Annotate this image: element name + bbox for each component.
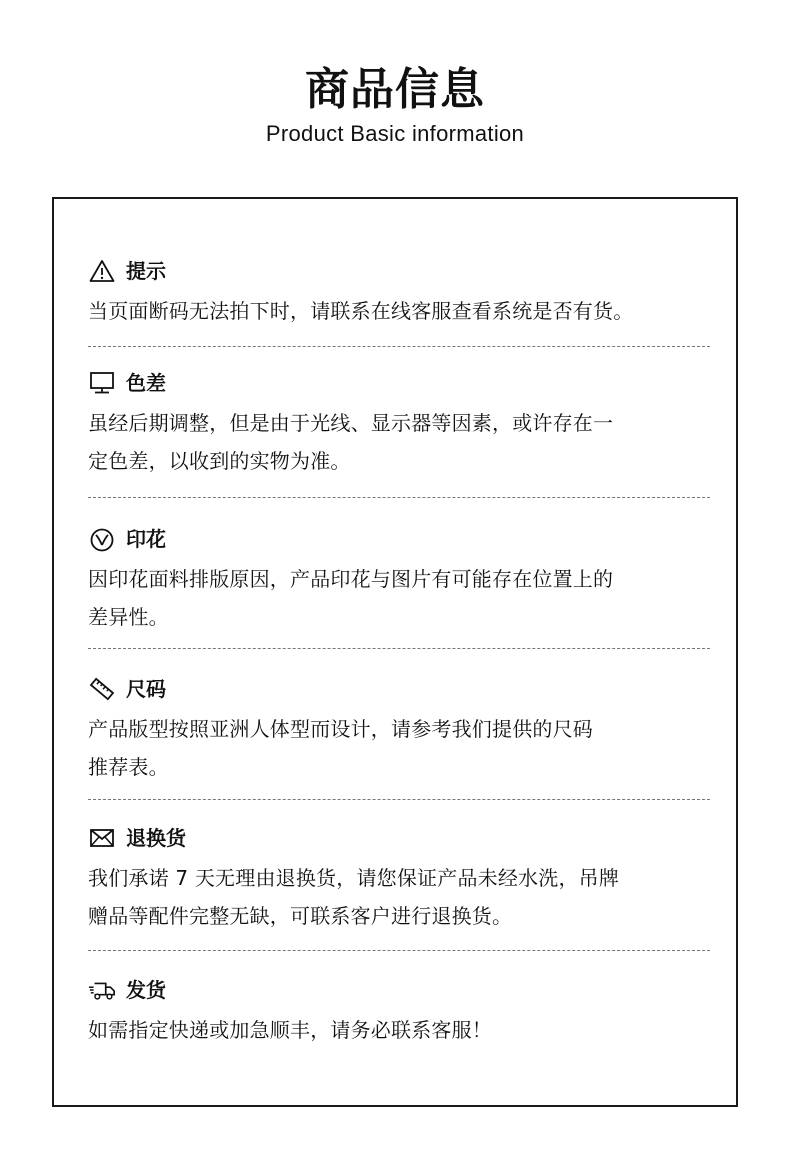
text-line: 因印花面料排版原因，产品印花与图片有可能存在位置上的 xyxy=(88,567,614,591)
page-subtitle: Product Basic information xyxy=(265,121,525,146)
section-text xyxy=(88,859,712,935)
dashed-divider xyxy=(88,346,710,347)
text-line: 当页面断码无法拍下时，请联系在线客服查看系统是否有货。 xyxy=(88,299,634,323)
section-title: 提示 xyxy=(126,259,166,283)
text-line: 虽经后期调整，但是由于光线、显示器等因素，或许存在一 xyxy=(88,411,614,435)
peach-icon xyxy=(88,525,116,553)
section-header xyxy=(88,369,712,397)
section-title: 尺码 xyxy=(126,677,166,701)
section-text xyxy=(88,1011,712,1049)
envelope-icon xyxy=(88,824,116,852)
section-size xyxy=(88,675,712,786)
dashed-divider xyxy=(88,648,710,649)
section-text xyxy=(88,292,712,330)
text-line: 我们承诺 7 天无理由退换货，请您保证产品未经水洗，吊牌 xyxy=(88,866,620,890)
text-line: 差异性。 xyxy=(88,605,169,629)
text-line: 定色差，以收到的实物为准。 xyxy=(88,449,351,473)
section-header xyxy=(88,824,712,852)
monitor-icon xyxy=(88,369,116,397)
section-text xyxy=(88,710,712,786)
section-text xyxy=(88,560,712,636)
dashed-divider xyxy=(88,497,710,498)
section-text xyxy=(88,404,712,480)
section-title: 退换货 xyxy=(126,826,186,850)
info-card xyxy=(52,197,738,1107)
section-title: 发货 xyxy=(126,978,166,1002)
section-header xyxy=(88,675,712,703)
page-title: 商品信息 xyxy=(305,64,485,115)
section-title: 印花 xyxy=(126,527,166,551)
warning-icon xyxy=(88,257,116,285)
section-header xyxy=(88,525,712,553)
section-notice xyxy=(88,257,712,330)
text-line: 产品版型按照亚洲人体型而设计，请参考我们提供的尺码 xyxy=(88,717,593,741)
dashed-divider xyxy=(88,799,710,800)
section-title: 色差 xyxy=(126,371,166,395)
section-shipping xyxy=(88,976,712,1049)
dashed-divider xyxy=(88,950,710,951)
delivery-truck-icon xyxy=(88,976,116,1004)
section-returns xyxy=(88,824,712,935)
section-header xyxy=(88,257,712,285)
text-line: 推荐表。 xyxy=(88,755,169,779)
text-line: 如需指定快递或加急顺丰，请务必联系客服！ xyxy=(88,1018,492,1042)
section-header xyxy=(88,976,712,1004)
section-color-difference xyxy=(88,369,712,480)
ruler-icon xyxy=(88,675,116,703)
text-line: 赠品等配件完整无缺，可联系客户进行退换货。 xyxy=(88,904,513,928)
section-print xyxy=(88,525,712,636)
